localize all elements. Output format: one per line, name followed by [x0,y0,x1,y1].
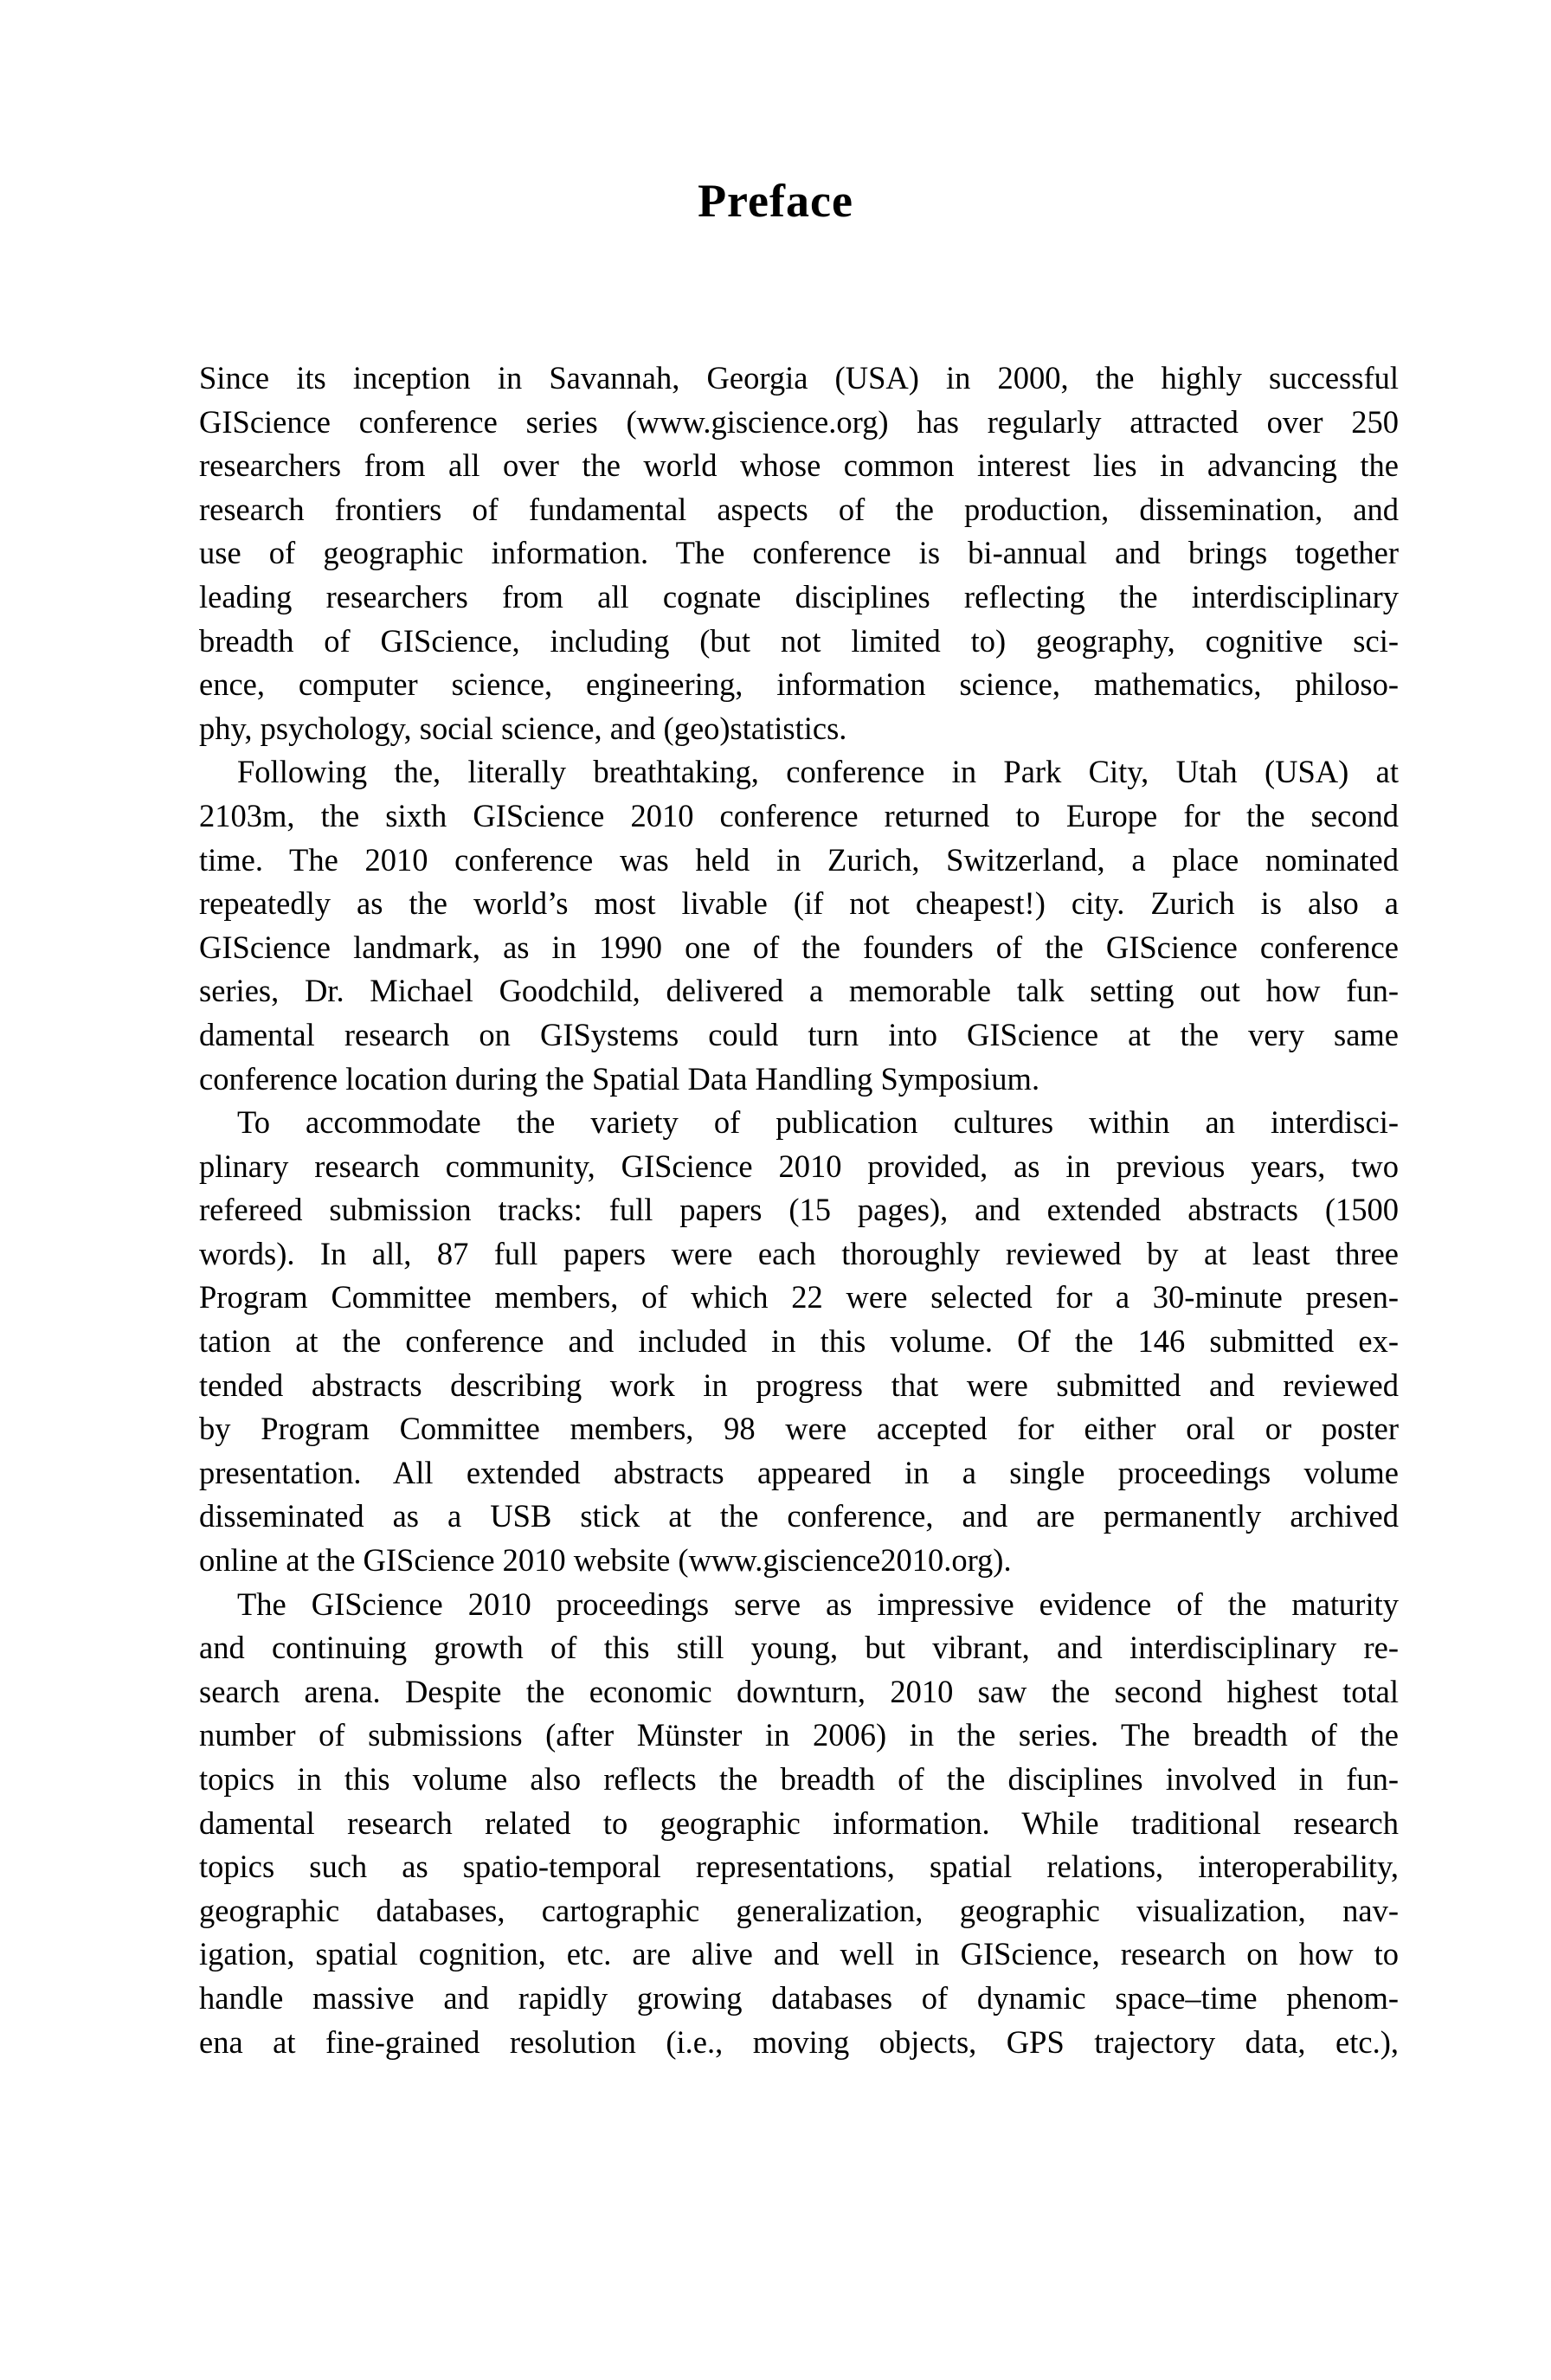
text-line: leading researchers from all cognate disciplines reflecting the interdisciplinary [199,578,1399,614]
text-line: online at the GIScience 2010 website (www.giscience2010.org). [199,1542,1012,1579]
page-title: Preface [698,175,853,227]
text-line: use of geographic information. The conference is bi-annual and brings together [199,535,1399,571]
text-line: conference location during the Spatial Data Handling Symposium. [199,1060,1040,1097]
text-line: research frontiers of fundamental aspects of the production, dissemination, and [199,491,1399,527]
text-line: by Program Committee members, 98 were accepted for either oral or poster [199,1411,1399,1447]
text-line: The GIScience 2010 proceedings serve as impressive evidence of the maturity [237,1586,1399,1622]
paragraph-3 [199,1101,1399,1583]
text-line: Since its inception in Savannah, Georgia (USA) in 2000, the highly successful [199,360,1399,396]
text-line: GIScience conference series (www.giscience.org) has regularly attracted over 250 [199,403,1399,440]
text-line: Following the, literally breathtaking, conference in Park City, Utah (USA) at [237,754,1399,790]
text-line: damental research related to geographic information. While traditional research [199,1804,1399,1841]
text-line: tation at the conference and included in this volume. Of the 146 submitted ex- [199,1323,1399,1360]
text-line: Program Committee members, of which 22 were selected for a 30-minute presen- [199,1279,1399,1315]
paragraph-2 [199,750,1399,1101]
text-line: refereed submission tracks: full papers (15 pages), and extended abstracts (1500 [199,1192,1399,1228]
text-line: ena at fine-grained resolution (i.e., moving objects, GPS trajectory data, etc.), [199,2023,1399,2060]
text-line: igation, spatial cognition, etc. are alive and well in GIScience, research on how to [199,1936,1399,1972]
text-line: number of submissions (after Münster in 2006) in the series. The breadth of the [199,1717,1399,1753]
text-line: presentation. All extended abstracts appeared in a single proceedings volume [199,1454,1399,1490]
text-line: series, Dr. Michael Goodchild, delivered a memorable talk setting out how fun- [199,973,1399,1009]
text-line: disseminated as a USB stick at the conference, and are permanently archived [199,1498,1399,1534]
text-line: To accommodate the variety of publication cultures within an interdisci- [237,1104,1399,1141]
preface-body [199,357,1399,2064]
paragraph-4 [199,1583,1399,2065]
text-line: handle massive and rapidly growing databases of dynamic space–time phenom- [199,1979,1399,2016]
text-line: GIScience landmark, as in 1990 one of the founders of the GIScience conference [199,929,1399,965]
text-line: plinary research community, GIScience 2010 provided, as in previous years, two [199,1148,1399,1184]
paragraph-1 [199,357,1399,750]
text-line: geographic databases, cartographic generalization, geographic visualization, nav- [199,1892,1399,1928]
text-line: repeatedly as the world’s most livable (if not cheapest!) city. Zurich is also a [199,885,1399,922]
text-line: phy, psychology, social science, and (geo)statistics. [199,710,847,746]
text-line: time. The 2010 conference was held in Zurich, Switzerland, a place nominated [199,841,1399,878]
text-line: topics in this volume also reflects the breadth of the disciplines involved in fun- [199,1761,1399,1797]
text-line: topics such as spatio-temporal representations, spatial relations, interoperability, [199,1849,1399,1885]
text-line: words). In all, 87 full papers were each thoroughly reviewed by at least three [199,1235,1399,1271]
text-line: 2103m, the sixth GIScience 2010 conference returned to Europe for the second [199,797,1399,833]
text-line: breadth of GIScience, including (but not limited to) geography, cognitive sci- [199,622,1399,659]
text-line: ence, computer science, engineering, information science, mathematics, philoso- [199,666,1399,703]
text-line: search arena. Despite the economic downturn, 2010 saw the second highest total [199,1673,1399,1709]
text-line: damental research on GISystems could turn into GIScience at the very same [199,1016,1399,1052]
text-line: and continuing growth of this still young, but vibrant, and interdisciplinary re- [199,1630,1399,1666]
text-line: researchers from all over the world whose common interest lies in advancing the [199,447,1399,484]
text-line: tended abstracts describing work in progress that were submitted and reviewed [199,1367,1399,1403]
